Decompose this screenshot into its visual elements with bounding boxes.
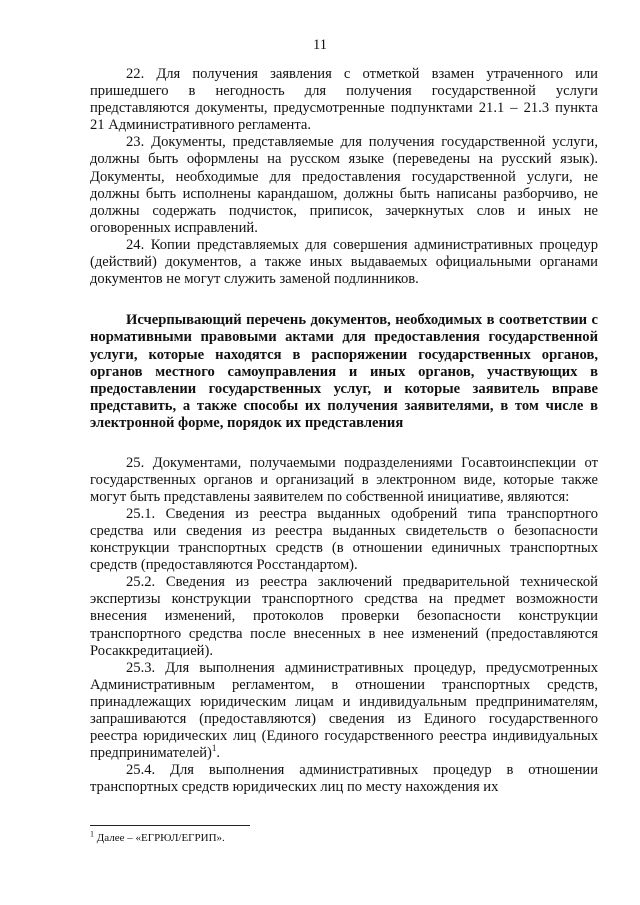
footnote (90, 829, 598, 845)
section-heading: Исчерпывающий перечень документов, необходимых в соответствии с нормативными правовыми актами для предоставления государственной услуги, которые находятся в распоряжении государственных органов, органов местного самоуправления и иных органов, участвующих в предоставлении государственных услуг, и которые заявитель вправе представить, а также способы их получения заявителями, в том числе в электронной форме, порядок их представления (90, 312, 598, 432)
paragraph-22: 22. Для получения заявления с отметкой взамен утраченного или пришедшего в негодность для получения государственной услуги представляются документы, предусмотренные подпунктами 21.1 – 21.3 пункта 21 Административного регламента. (90, 66, 598, 134)
footnote-reference[interactable]: 1 (211, 743, 217, 754)
document-body (90, 66, 598, 797)
page-number: 11 (313, 37, 327, 53)
paragraph-25-3-text: 25.3. Для выполнения административных процедур, предусмотренных Административным регламентом, в отношении транспортных средств, принадлежащих юридическим лицам и индивидуальным предпринимателям, запрашиваются (предоставляются) сведения из Единого государственного реестра юридических лиц (Единого государственного реестра индивидуальных предпринимателей) (90, 659, 598, 762)
paragraph-25-2: 25.2. Сведения из реестра заключений предварительной технической экспертизы конструкции транспортного средства на предмет возможности внесения изменений, протоколов проверки безопасности конструкции транспортного средства после внесенных в нее изменений (предоставляются Росаккредитацией). (90, 574, 598, 659)
paragraph-23: 23. Документы, представляемые для получения государственной услуги, должны быть оформлены на русском языке (переведены на русский язык). Документы, необходимые для предоставления государственной услуги, не должны быть исполнены карандашом, должны быть написаны разборчиво, не должны содержать подчисток, приписок, зачеркнутых слов и иных не оговоренных исправлений. (90, 134, 598, 236)
paragraph-25: 25. Документами, получаемыми подразделениями Госавтоинспекции от государственных органов и организаций в электронном виде, которые также могут быть представлены заявителем по собственной инициативе, являются: (90, 454, 598, 505)
footnote-text: Далее – «ЕГРЮЛ/ЕГРИП». (94, 832, 225, 844)
paragraph-25-3-end: . (216, 745, 221, 762)
footnote-mark: 1 (90, 829, 94, 839)
paragraph-25-4: 25.4. Для выполнения административных процедур в отношении транспортных средств юридических лиц по месту нахождения их (90, 762, 598, 796)
paragraph-25-1: 25.1. Сведения из реестра выданных одобрений типа транспортного средства или сведения из реестра выданных свидетельств о безопасности конструкции транспортных средств (в отношении единичных транспортных средств (предоставляются Росстандартом). (90, 505, 598, 574)
footnote-divider (90, 825, 250, 826)
paragraph-25-3 (90, 660, 598, 763)
paragraph-24: 24. Копии представляемых для совершения административных процедур (действий) документов, а также иных выдаваемых официальными органами документов не могут служить заменой подлинников. (90, 236, 598, 288)
